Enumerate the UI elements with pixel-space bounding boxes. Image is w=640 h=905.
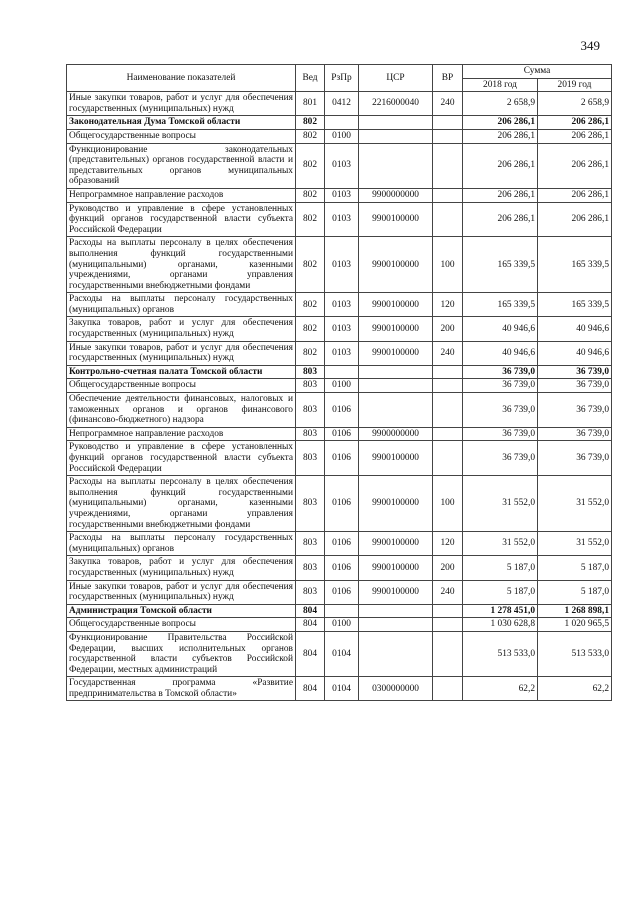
cell-csr: 9900000000: [359, 188, 433, 202]
cell-rzpr: 0104: [325, 631, 359, 676]
cell-vr: 100: [433, 237, 463, 293]
header-sum: Сумма: [463, 65, 612, 79]
cell-2018: 1 278 451,0: [463, 604, 538, 618]
cell-2019: 206 286,1: [538, 143, 612, 188]
cell-rzpr: 0103: [325, 188, 359, 202]
cell-csr: [359, 631, 433, 676]
cell-2018: 1 030 628,8: [463, 618, 538, 632]
cell-2018: 62,2: [463, 677, 538, 701]
cell-vr: [433, 604, 463, 618]
table-row: [67, 604, 612, 618]
cell-rzpr: 0104: [325, 677, 359, 701]
cell-2019: 165 339,5: [538, 237, 612, 293]
cell-vr: [433, 365, 463, 379]
cell-name: Функционирование Правительства Российской Федерации, высших исполнительных органов государственной власти субъектов Российской Федерации, местных администраций: [67, 631, 296, 676]
cell-ved: 803: [296, 365, 325, 379]
cell-ved: 802: [296, 116, 325, 130]
cell-name: Общегосударственные вопросы: [67, 379, 296, 393]
cell-csr: [359, 379, 433, 393]
table-row: [67, 532, 612, 556]
cell-2019: 2 658,9: [538, 92, 612, 116]
cell-2018: 5 187,0: [463, 580, 538, 604]
cell-name: Иные закупки товаров, работ и услуг для обеспечения государственных (муниципальных) нужд: [67, 92, 296, 116]
cell-ved: 802: [296, 341, 325, 365]
cell-rzpr: [325, 604, 359, 618]
table-row: [67, 143, 612, 188]
cell-2019: 206 286,1: [538, 116, 612, 130]
cell-vr: [433, 202, 463, 237]
cell-vr: 120: [433, 532, 463, 556]
cell-ved: 803: [296, 556, 325, 580]
cell-name: Общегосударственные вопросы: [67, 618, 296, 632]
cell-csr: 9900100000: [359, 237, 433, 293]
cell-2019: 206 286,1: [538, 129, 612, 143]
cell-name: Иные закупки товаров, работ и услуг для обеспечения государственных (муниципальных) нужд: [67, 341, 296, 365]
cell-2019: 206 286,1: [538, 202, 612, 237]
cell-rzpr: 0103: [325, 237, 359, 293]
cell-rzpr: 0106: [325, 580, 359, 604]
cell-vr: [433, 116, 463, 130]
table-row: [67, 317, 612, 341]
header-ved: Вед: [296, 65, 325, 92]
cell-ved: 803: [296, 427, 325, 441]
cell-2019: 36 739,0: [538, 365, 612, 379]
cell-ved: 803: [296, 476, 325, 532]
cell-2019: 36 739,0: [538, 393, 612, 428]
cell-name: Общегосударственные вопросы: [67, 129, 296, 143]
table-row: [67, 129, 612, 143]
cell-csr: [359, 129, 433, 143]
table-row: [67, 393, 612, 428]
header-csr: ЦСР: [359, 65, 433, 92]
cell-vr: 240: [433, 92, 463, 116]
cell-2018: 165 339,5: [463, 237, 538, 293]
table-row: [67, 341, 612, 365]
cell-2019: 31 552,0: [538, 532, 612, 556]
cell-2019: 1 268 898,1: [538, 604, 612, 618]
page-number: 349: [580, 38, 600, 53]
cell-rzpr: 0100: [325, 379, 359, 393]
cell-rzpr: 0106: [325, 393, 359, 428]
cell-rzpr: 0106: [325, 441, 359, 476]
cell-vr: [433, 441, 463, 476]
cell-vr: 100: [433, 476, 463, 532]
cell-vr: 240: [433, 341, 463, 365]
cell-csr: [359, 393, 433, 428]
cell-ved: 802: [296, 237, 325, 293]
cell-vr: [433, 618, 463, 632]
table-row: [67, 92, 612, 116]
cell-rzpr: 0106: [325, 476, 359, 532]
cell-vr: [433, 631, 463, 676]
cell-ved: 802: [296, 188, 325, 202]
cell-vr: 240: [433, 580, 463, 604]
cell-2018: 206 286,1: [463, 116, 538, 130]
cell-ved: 802: [296, 129, 325, 143]
cell-csr: 9900100000: [359, 202, 433, 237]
cell-ved: 803: [296, 441, 325, 476]
header-year-2019: 2019 год: [538, 78, 612, 92]
cell-csr: 9900100000: [359, 532, 433, 556]
cell-vr: [433, 393, 463, 428]
table-row: [67, 237, 612, 293]
cell-ved: 804: [296, 677, 325, 701]
cell-csr: [359, 116, 433, 130]
cell-csr: 9900100000: [359, 580, 433, 604]
budget-table: [66, 64, 612, 701]
table-row: [67, 441, 612, 476]
cell-ved: 802: [296, 202, 325, 237]
cell-ved: 803: [296, 393, 325, 428]
cell-vr: [433, 143, 463, 188]
cell-rzpr: 0106: [325, 532, 359, 556]
cell-2018: 36 739,0: [463, 427, 538, 441]
cell-csr: 9900100000: [359, 476, 433, 532]
table-row: [67, 379, 612, 393]
cell-rzpr: 0106: [325, 556, 359, 580]
cell-2018: 5 187,0: [463, 556, 538, 580]
cell-rzpr: 0103: [325, 293, 359, 317]
cell-csr: 9900100000: [359, 317, 433, 341]
header-vr: ВР: [433, 65, 463, 92]
cell-2018: 206 286,1: [463, 143, 538, 188]
cell-ved: 802: [296, 293, 325, 317]
cell-vr: 200: [433, 317, 463, 341]
cell-rzpr: 0100: [325, 129, 359, 143]
header-year-2018: 2018 год: [463, 78, 538, 92]
cell-vr: [433, 427, 463, 441]
cell-2019: 5 187,0: [538, 580, 612, 604]
cell-name: Непрограммное направление расходов: [67, 427, 296, 441]
cell-name: Расходы на выплаты персоналу государственных (муниципальных) органов: [67, 532, 296, 556]
cell-csr: [359, 618, 433, 632]
cell-ved: 802: [296, 143, 325, 188]
cell-2019: 40 946,6: [538, 341, 612, 365]
cell-2019: 62,2: [538, 677, 612, 701]
table-row: [67, 427, 612, 441]
cell-vr: [433, 379, 463, 393]
cell-csr: [359, 604, 433, 618]
cell-csr: [359, 365, 433, 379]
table-row: [67, 365, 612, 379]
cell-2018: 2 658,9: [463, 92, 538, 116]
cell-2018: 36 739,0: [463, 393, 538, 428]
cell-name: Администрация Томской области: [67, 604, 296, 618]
cell-name: Руководство и управление в сфере установленных функций органов государственной власти субъекта Российской Федерации: [67, 441, 296, 476]
cell-name: Иные закупки товаров, работ и услуг для обеспечения государственных (муниципальных) нужд: [67, 580, 296, 604]
cell-2019: 206 286,1: [538, 188, 612, 202]
table-row: [67, 618, 612, 632]
cell-name: Расходы на выплаты персоналу государственных (муниципальных) органов: [67, 293, 296, 317]
cell-name: Законодательная Дума Томской области: [67, 116, 296, 130]
table-row: [67, 293, 612, 317]
cell-vr: [433, 188, 463, 202]
cell-name: Обеспечение деятельности финансовых, налоговых и таможенных органов и органов финансового (финансово-бюджетного) надзора: [67, 393, 296, 428]
table-row: [67, 476, 612, 532]
cell-csr: 9900000000: [359, 427, 433, 441]
cell-ved: 801: [296, 92, 325, 116]
cell-2019: 513 533,0: [538, 631, 612, 676]
cell-name: Расходы на выплаты персоналу в целях обеспечения выполнения функций государственными (муниципальными) органами, казенными учреждениями, органами управления государственными внебюджетными фондами: [67, 237, 296, 293]
cell-vr: 200: [433, 556, 463, 580]
cell-csr: 9900100000: [359, 441, 433, 476]
cell-name: Непрограммное направление расходов: [67, 188, 296, 202]
header-name: Наименование показателей: [67, 65, 296, 92]
cell-vr: 120: [433, 293, 463, 317]
table-row: [67, 677, 612, 701]
cell-2018: 40 946,6: [463, 341, 538, 365]
table-row: [67, 580, 612, 604]
table-row: [67, 631, 612, 676]
cell-name: Руководство и управление в сфере установленных функций органов государственной власти субъекта Российской Федерации: [67, 202, 296, 237]
cell-2018: 165 339,5: [463, 293, 538, 317]
cell-2018: 206 286,1: [463, 188, 538, 202]
cell-rzpr: [325, 116, 359, 130]
table-row: [67, 556, 612, 580]
header-rzpr: РзПр: [325, 65, 359, 92]
cell-name: Функционирование законодательных (представительных) органов государственной власти и представительных органов муниципальных образований: [67, 143, 296, 188]
cell-vr: [433, 677, 463, 701]
cell-ved: 804: [296, 604, 325, 618]
cell-name: Закупка товаров, работ и услуг для обеспечения государственных (муниципальных) нужд: [67, 556, 296, 580]
cell-csr: [359, 143, 433, 188]
cell-csr: 9900100000: [359, 341, 433, 365]
cell-2018: 206 286,1: [463, 202, 538, 237]
cell-csr: 0300000000: [359, 677, 433, 701]
cell-2019: 1 020 965,5: [538, 618, 612, 632]
cell-2019: 5 187,0: [538, 556, 612, 580]
cell-2019: 31 552,0: [538, 476, 612, 532]
cell-rzpr: 0103: [325, 143, 359, 188]
table-row: [67, 188, 612, 202]
cell-2018: 36 739,0: [463, 379, 538, 393]
cell-2018: 40 946,6: [463, 317, 538, 341]
cell-2019: 40 946,6: [538, 317, 612, 341]
cell-2018: 31 552,0: [463, 532, 538, 556]
cell-ved: 803: [296, 379, 325, 393]
cell-name: Расходы на выплаты персоналу в целях обеспечения выполнения функций государственными (муниципальными) органами, казенными учреждениями, органами управления государственными внебюджетными фондами: [67, 476, 296, 532]
cell-ved: 802: [296, 317, 325, 341]
table-row: [67, 202, 612, 237]
cell-2018: 36 739,0: [463, 441, 538, 476]
cell-ved: 804: [296, 618, 325, 632]
cell-rzpr: 0103: [325, 202, 359, 237]
cell-csr: 9900100000: [359, 293, 433, 317]
cell-rzpr: 0106: [325, 427, 359, 441]
cell-rzpr: 0103: [325, 317, 359, 341]
table-row: [67, 116, 612, 130]
cell-rzpr: [325, 365, 359, 379]
cell-ved: 803: [296, 580, 325, 604]
cell-2019: 36 739,0: [538, 427, 612, 441]
cell-2019: 36 739,0: [538, 441, 612, 476]
cell-name: Закупка товаров, работ и услуг для обеспечения государственных (муниципальных) нужд: [67, 317, 296, 341]
cell-csr: 9900100000: [359, 556, 433, 580]
cell-2019: 165 339,5: [538, 293, 612, 317]
cell-ved: 803: [296, 532, 325, 556]
cell-2018: 206 286,1: [463, 129, 538, 143]
cell-name: Государственная программа «Развитие предпринимательства в Томской области»: [67, 677, 296, 701]
cell-ved: 804: [296, 631, 325, 676]
cell-rzpr: 0100: [325, 618, 359, 632]
cell-csr: 2216000040: [359, 92, 433, 116]
cell-vr: [433, 129, 463, 143]
cell-rzpr: 0412: [325, 92, 359, 116]
cell-2018: 36 739,0: [463, 365, 538, 379]
cell-2018: 513 533,0: [463, 631, 538, 676]
cell-name: Контрольно-счетная палата Томской области: [67, 365, 296, 379]
cell-2018: 31 552,0: [463, 476, 538, 532]
cell-rzpr: 0103: [325, 341, 359, 365]
cell-2019: 36 739,0: [538, 379, 612, 393]
